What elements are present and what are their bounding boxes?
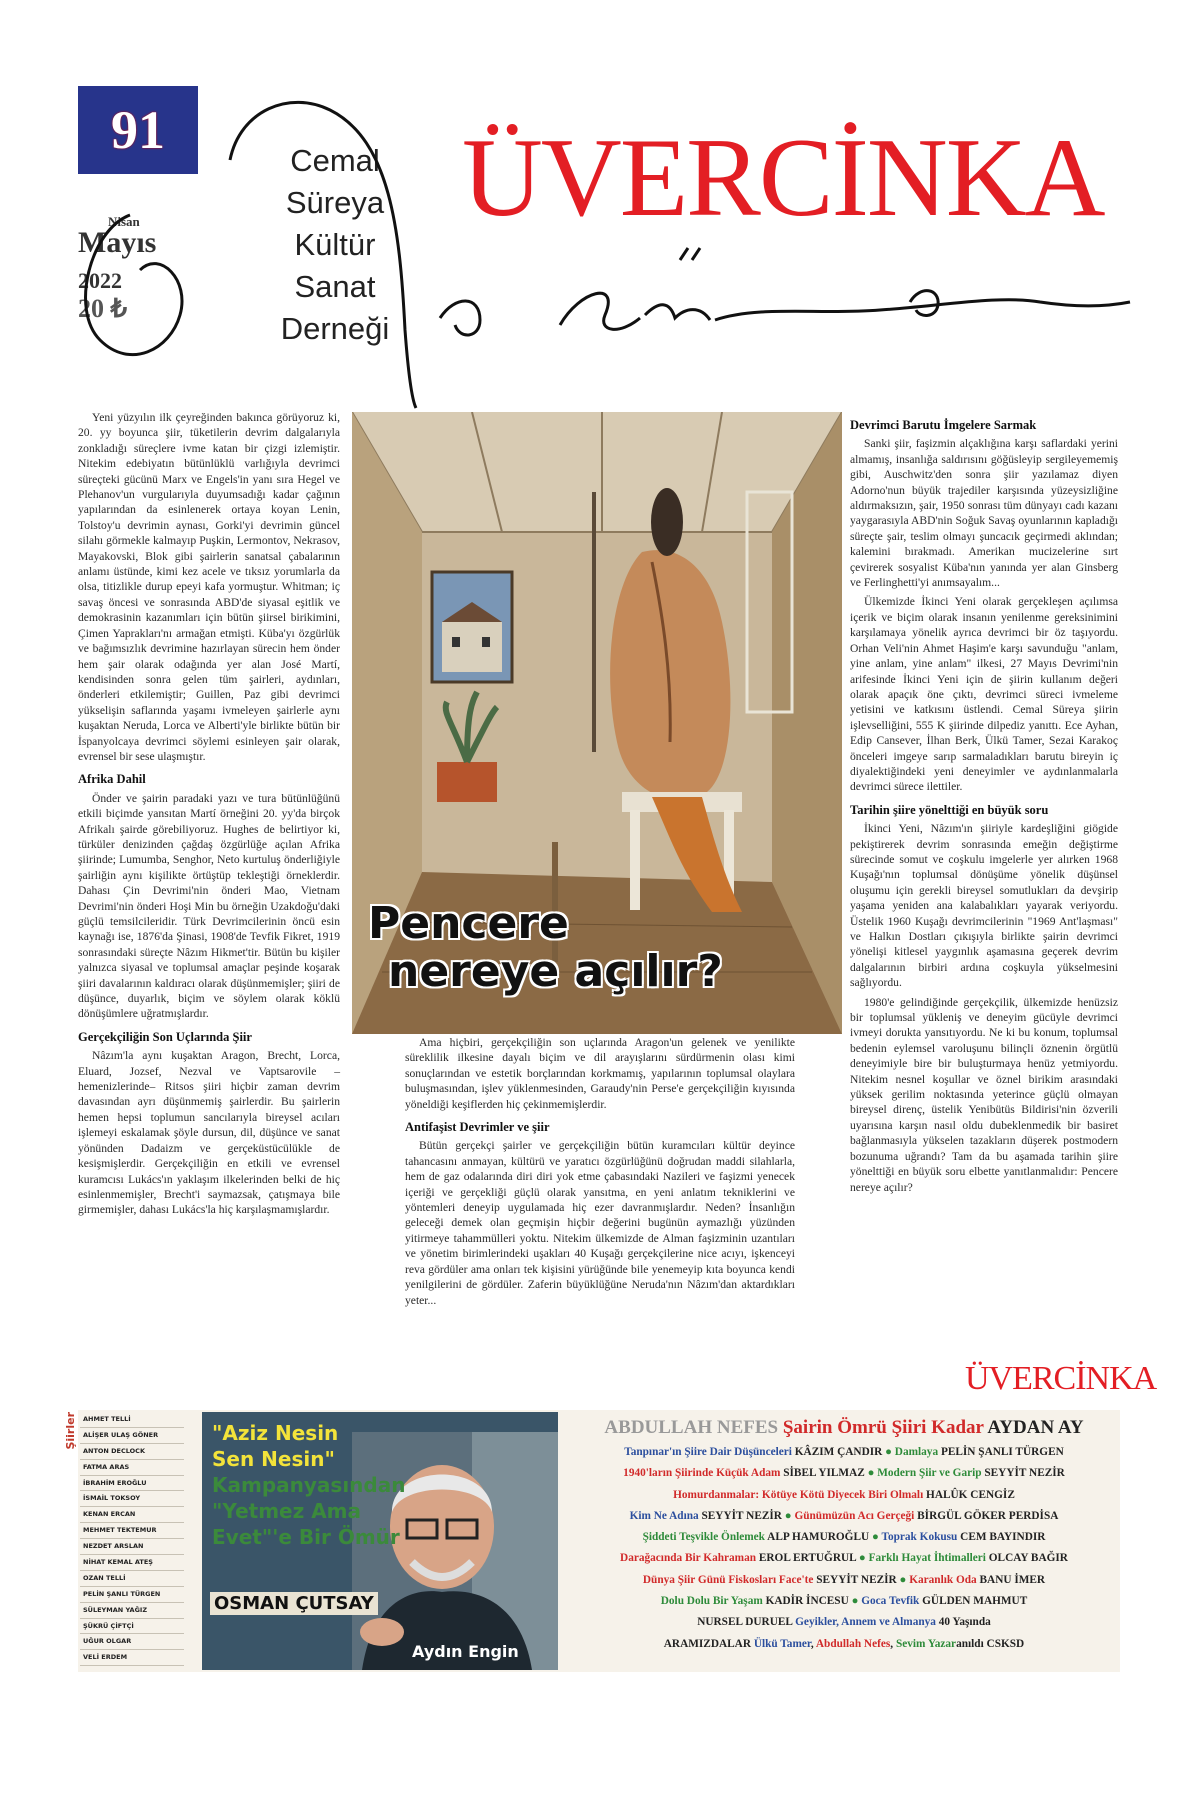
toc-segment: ● — [869, 1531, 882, 1544]
toc-segment: PELİN ŞANLI TÜRGEN — [940, 1446, 1064, 1458]
toc-segment: SEYYİT NEZİR — [701, 1509, 782, 1522]
toc-segment: Şiddeti Teşvikle Önlemek — [642, 1531, 768, 1544]
poet-item: ŞÜKRÜ ÇİFTÇİ — [80, 1619, 184, 1635]
toc-entry — [568, 1463, 1120, 1484]
promo-author: Aydın Engin — [412, 1642, 519, 1661]
table-of-contents — [568, 1414, 1120, 1655]
toc-segment: Ülkü Tamer — [753, 1637, 811, 1650]
toc-segment: , — [890, 1637, 896, 1650]
toc-segment: Tanpınar'ın Şiire Dair Düşünceleri — [624, 1446, 795, 1458]
toc-segment: 40 Yaşında — [938, 1616, 991, 1629]
promo-title: "Aziz Nesin Sen Nesin" Kampanyasından "Yetmez Ama Evet"'e Bir Ömür — [212, 1421, 406, 1549]
toc-segment: Toprak Kokusu — [881, 1531, 961, 1544]
association-name: Cemal Süreya Kültür Sanat Derneği — [280, 143, 390, 346]
poet-item: FATMA ARAS — [80, 1460, 184, 1476]
toc-segment: GÜLDEN MAHMUT — [922, 1595, 1028, 1608]
toc-segment: Dünya Şiir Günü Fiskosları Face'te — [642, 1573, 817, 1586]
poet-item: NEZDET ARSLAN — [80, 1539, 184, 1555]
small-logo: ÜVERCİNKA — [965, 1360, 1157, 1397]
toc-segment: Goca Tevfik — [861, 1595, 923, 1608]
promo-subject-name: OSMAN ÇUTSAY — [210, 1592, 378, 1615]
masthead-title: ÜVERCİNKA — [462, 116, 1104, 240]
toc-entry — [568, 1570, 1120, 1591]
poet-item: İSMAİL TOKSOY — [80, 1491, 184, 1507]
poems-label: Şiirler — [64, 1412, 77, 1450]
toc-segment: ● — [896, 1573, 910, 1586]
toc-segment: ● — [882, 1446, 895, 1458]
middle-column: Ama hiçbiri, gerçekçiliğin son uçlarında Aragon'un gelenek ve yenilikte süreklilik ilkesine dayalı biçim ve dil arayışlarını sürdürmenin olası kimi sonuçlarından ve estetik borçlarından korkmamış, yapılarının toplumsal olaylara buluşmasından, işlev yüklenmesinden, Garaudy'nin Perse'e gerçekçiliğin kıyısında yöneldiği keşiflerden hiç çekinmemişlerdir. Antifaşist Devrimler ve şiir Bütün gerçekçi şairler ve gerçekçiliğin bütün kuramcıları kültür deyince tahancasını anmayan, kültürü ve yaratıcı özgürlüğünü doğrudan maddi silahlarla, hem de gaz odalarında diri diri yok etme çabasındaki Nazileri ve faşizmi yenecek içeriği ve gerçekliği güçlü olarak yansıtma, en yeni anlatım tekniklerini ve yöntemleri deneyip uygulamada hiç ezer davranmışlardır. Neden? İnsanlığın geleceği demek olan geçmişin hiçbir değerini bugünün aymazlığı yüzünden yitirmeye tahammülleri yoktu. Nitekim ülkemizde de Alman faşizminin uzantıları ve yönetim birimlerindeki uşakları 40 Kuşağı gerçekçilerine nice acıyı, işkenceyi reva gördüler ama onları tek kişisini yürüğünde bile yenemeyip kıta boyunca kendi yenilgilerini de gördüler. Zaferin büyüklüğüne Neruda'nın Nâzım'dan aktardıkları yeter... — [405, 1036, 795, 1307]
section-heading: Gerçekçiliğin Son Uçlarında Şiir — [78, 1029, 252, 1044]
toc-segment: BİRGÜL GÖKER PERDİSA — [917, 1509, 1059, 1522]
toc-segment: KADİR İNCESU — [765, 1595, 849, 1608]
toc-segment: ARAMIZDALAR — [663, 1637, 754, 1650]
poet-item: ALİŞER ULAŞ GÖNER — [80, 1428, 184, 1444]
toc-segment: SİBEL YILMAZ — [783, 1467, 865, 1480]
toc-segment: Modern Şiir ve Garip — [877, 1467, 985, 1480]
poet-item: MEHMET TEKTEMUR — [80, 1523, 184, 1539]
toc-segment: OLCAY BAĞIR — [988, 1552, 1068, 1565]
poet-item: OZAN TELLİ — [80, 1571, 184, 1587]
toc-segment: CSKSD — [986, 1637, 1025, 1650]
toc-segment: Karanlık Oda — [909, 1573, 980, 1586]
toc-segment: ● — [856, 1552, 869, 1565]
promo-box — [202, 1412, 558, 1670]
toc-segment: BANU İMER — [979, 1573, 1046, 1586]
toc-segment: Günümüzün Acı Gerçeği — [794, 1509, 918, 1522]
toc-segment: SEYYİT NEZİR — [984, 1467, 1065, 1480]
toc-entry — [568, 1442, 1120, 1463]
toc-headline: ABDULLAH NEFES Şairin Ömrü Şiiri Kadar AYDAN AY — [604, 1417, 1084, 1438]
poet-item: VELİ ERDEM — [80, 1650, 184, 1666]
issue-date: Nisan Mayıs 2022 20 ₺ — [78, 215, 188, 324]
toc-segment: SEYYİT NEZİR — [816, 1573, 897, 1586]
toc-segment: NURSEL DURUEL — [697, 1616, 796, 1629]
toc-segment: 1940'ların Şiirinde Küçük Adam — [623, 1467, 784, 1480]
poet-item: AHMET TELLİ — [80, 1412, 184, 1428]
toc-segment: , — [810, 1637, 816, 1650]
poet-item: SÜLEYMAN YAĞIZ — [80, 1603, 184, 1619]
poet-item: PELİN ŞANLI TÜRGEN — [80, 1587, 184, 1603]
poet-item: UĞUR OLGAR — [80, 1634, 184, 1650]
toc-segment: Farklı Hayat İhtimalleri — [868, 1552, 989, 1565]
section-heading: Devrimci Barutu İmgelere Sarmak — [850, 418, 1037, 432]
toc-segment: Darağacında Bir Kahraman — [620, 1552, 759, 1565]
toc-segment: ● — [848, 1595, 862, 1608]
poet-item: İBRAHİM EROĞLU — [80, 1476, 184, 1492]
toc-segment: EROL ERTUĞRUL — [758, 1552, 857, 1565]
poet-item: ANTON DECLOCK — [80, 1444, 184, 1460]
toc-segment: anıldı — [956, 1637, 987, 1650]
toc-entry — [568, 1548, 1120, 1569]
right-column: Devrimci Barutu İmgelere Sarmak Sanki şiir, faşizmin alçaklığına karşı saflardaki yerini almamış, insanlığa saldırısını göğüsleyip sergileyememiş gibi, Auschwitz'den sonra şiir yazılamaz diyen Adorno'nun büyük trajediler karşısında yüzeysizliğine aldırmaksızın, şair, 1950 sonrası tüm dünyayı cadı kazanı yaygarasıyla ABD'nin Soğuk Savaş oyunlarının kapladığı süreçte şair, teslim olmayı şuncacık geçirmedi aklından; kalemini bırakmadı. Amerikan mucizelerine sırt çevirerek sosyalist Küba'nın yanında yer alan Ginsberg ve Ferlinghetti'yi anımsayalım... Ülkemizde İkinci Yeni olarak gerçekleşen açılımsa içerik ve biçim olarak insanın yenilenme gereksinimini karşılamaya yönelik ayrıca devrimci bir öz taşıyordu. Orhan Veli'nin Ahmet Haşim'e karşı savunduğu "anlam, yine anlam, yine anlam" ilkesi, 27 Mayıs Devrimi'nin arifesinde İkinci Yeni için de şiirin kullanım değeri olarak apaçık öne çıktı, devrimci süreci ivmeleme yetisini ve katkısını üstlendi. Cemal Süreya şiirin işlevselliğini, 555 K şiirinde dilpediz yanıttı. Ece Ayhan, Edip Cansever, İlhan Berk, Ülkü Tamer, Sezai Karakoç önceleri imgeye sarıp sarmaladıkları barutu bireyin iç diyalektiğindeki yeni deneyimler ve aydınlanmalarla devrimci sürece ilettiler. Tarihin şiire yönelttiği en büyük soru İkinci Yeni, Nâzım'ın şiiriyle kardeşliğini giögide pekiştirerek devrim sonrasında emeğin değiştirme sürecinde somut ve coşkulu imgelerle yer alırken 1968 Kuşağı'nın toplumsal dönüşüme yönelik düşünsel oluşumu için gerekli bireysel somutlukları da devşirip yaşama yeniden ana kalabalıkları yayarak veriyordu. Üstelik 1960 Kuşağı devrimcilerinin "1969 Ant'laşması" ve Halkın Dostları çıkışıyla birlikte şairin devrimci yönelişi kitlesel yaygınlık aşamasına geçerek devrim dalgalarının birbiri ardına coşkuyla yükselmesini sağlıyordu. 1980'e gelindiğinde gerçekçilik, ülkemizde henüzsiz bir toplumsal yükleniş ve deneyim gücüyle devrimci ivmeyi dorukta yansıtıyordu. Ne ki bu konum, toplumsal bedenin eylemsel varoluşunu bilinçli öznenin örgütlü deneyimiyle bire bir buluşturmaya henüz yetmiyordu. Nitekim nesnel koşullar ve öznel birikim arasındaki yüksek gerilim noktasında yeterince güçlü olmayan bireysel direnç, üstelik Yenibütüs Bildirisi'nin özverili uyarısına karşın nasıl oldu dubeklenmedik bir basiret bağlanmasıyla yükselen tazakların düşerek postmodern bozunuma uğrandı? Tam da bu aşamada tarihin şiire yönelttiği en büyük soru elbette yanıtlanmalıdır: Pencere nereye açılır? — [850, 418, 1118, 1194]
cover-headline: Pencere nereye açılır? — [368, 898, 723, 997]
toc-segment: Sevim Yazar — [895, 1637, 957, 1650]
toc-lines — [568, 1442, 1120, 1655]
issue-number-badge: 91 — [78, 86, 198, 174]
poet-list — [80, 1412, 184, 1666]
section-heading: Antifaşist Devrimler ve şiir — [405, 1120, 550, 1135]
toc-entry — [568, 1634, 1120, 1655]
poet-item: KENAN ERCAN — [80, 1507, 184, 1523]
section-heading: Afrika Dahil — [78, 772, 146, 787]
toc-entry — [568, 1612, 1120, 1633]
toc-segment: Kim Ne Adına — [629, 1509, 702, 1522]
toc-entry — [568, 1485, 1120, 1506]
toc-segment: HALÛK CENGİZ — [926, 1488, 1015, 1501]
toc-segment: Dolu Dolu Bir Yaşam — [660, 1595, 766, 1608]
toc-segment: Homurdanmalar: Kötüye Kötü Diyecek Biri Olmalı — [673, 1488, 927, 1501]
toc-segment: Damlaya — [894, 1446, 941, 1458]
left-column: Yeni yüzyılın ilk çeyreğinden bakınca görüyoruz ki, 20. yy boyunca şiir, tüketilerin devrim dalgalarıyla zonkladığı süreçlere ivme katan bir çizgi izlemiştir. Nitekim edebiyatın bütünlüklü varlığıyla devrimci süreçteki gücünü Marx ve Engels'in yanı sıra Hegel ve Plehanov'un vurgularıyla duyumsadığı kadar çağının yapılarından da esinlenerek ortaya koyan Lenin, Tolstoy'u devrimin aynası, Gorki'yi devrimin güncel silahı görmekle kalmayıp Puşkin, Lermontov, Nekrasov, Mayakovski, Blok gibi şairlerin sanatsal çabalarının anlamı üstünde, kimi kez acele ve tıksız yorumlarla da olsa, titizlikle durup epeyi kafa yormuştur. Whitman; iç savaş öncesi ve sonrasında ABD'de siyasal eşitlik ve demokrasinin kazanımları için bütün şiirsel birikimini, Çimen Yaprakları'nı armağan etmişti. Küba'yı özgürlük ve bağımsızlık devrimine hazırlayan sürecin hem önder hem şair olarak odağında yer alan José Martí, kendisinden sonra gelen tüm şairleri, aydınları, önderleri etkilemiştir; Guillen, Paz gibi devrimci yükselişin saflarında yaşamı ivmeleyen şairlerle aynı kuşaktan Neruda, Lorca ve Alberti'yle birlikte bütün bir İspanyolcaya devrimci söylemi esinleyen şair olarak, evrensel bir sese ulaşmıştır. Afrika Dahil Önder ve şairin paradaki yazı ve tura bütünlüğünü etkili biçimde yansıtan Martí örneğini 20. yy'da birçok Afrikalı şairde görebiliyoruz. Hughes de belirtiyor ki, türküler denizinden çağdaş özgürlüğe açılan Afrika şiirinde; Lumumba, Senghor, Neto kurtuluş önderliğiyle şairliğin aynı kişilikte örtüştüp tekleştiği örneklerdir. Dahası Çin Devrimi'nin önderi Mao, Vietnam Devrimi'nin önderi Hoşi Min bu örneğin Uzakdoğu'daki güçlü temsilcileridir. Türk Devrimcilerinin öncü esin kaynağı ise, 1876'da Şinasi, 1908'de Tevfik Fikret, 1919 sonrasındaki süreçte Nâzım Hikmet'tir. Bütün bu kişiler yalnızca siyasal ve toplumsal amaçlar peşinde koşarak şiiri davalarının kaldıracı olarak düşünmemişler; şiiri de düşünce, duyarlık, biçim ve söylem olarak köklü dönüşümlere uğratmışlardır. Gerçekçiliğin Son Uçlarında Şiir Nâzım'la aynı kuşaktan Aragon, Brecht, Lorca, Eluard, Jozsef, Nezval ve Vaptsarovile –hemenizlerinde– Ritsos şiiri hiçbir zaman devrim davasından ayrı düşünmemiş şairlerdir. Bu şairlerin hemen hepsi toplumun sancılarıyla bireysel acıları işlemeyi eskalamak şöyle dursun, dil, düşünce ve sanat yönünden Dadaizm ve gerçeküstücülükle de kesişmişlerdir. Gerçekçiliğin en etkili ve evrensel kuramcısı Lukács'ın yaklaşım ilkelerinden belki de hiç esinlenmemişler, Brecht'i saymazsak, çatışmaya bile girmemişler, dahası Lukács'la hiç karşılaşmamışlardır. — [78, 411, 340, 1217]
toc-segment: ALP HAMUROĞLU — [767, 1531, 870, 1544]
toc-segment: ● — [864, 1467, 878, 1480]
toc-segment: Abdullah Nefes — [815, 1637, 891, 1650]
toc-segment: KÂZIM ÇANDIR — [794, 1446, 883, 1458]
toc-entry — [568, 1591, 1120, 1612]
section-heading: Tarihin şiire yönelttiği en büyük soru — [850, 802, 1049, 817]
price: 20 ₺ — [78, 294, 128, 323]
toc-entry — [568, 1506, 1120, 1527]
toc-entry — [568, 1527, 1120, 1548]
poet-item: NİHAT KEMAL ATEŞ — [80, 1555, 184, 1571]
toc-segment: ● — [781, 1509, 795, 1522]
toc-segment: CEM BAYINDIR — [960, 1531, 1046, 1544]
toc-segment: Geyikler, Annem ve Almanya — [795, 1616, 939, 1629]
